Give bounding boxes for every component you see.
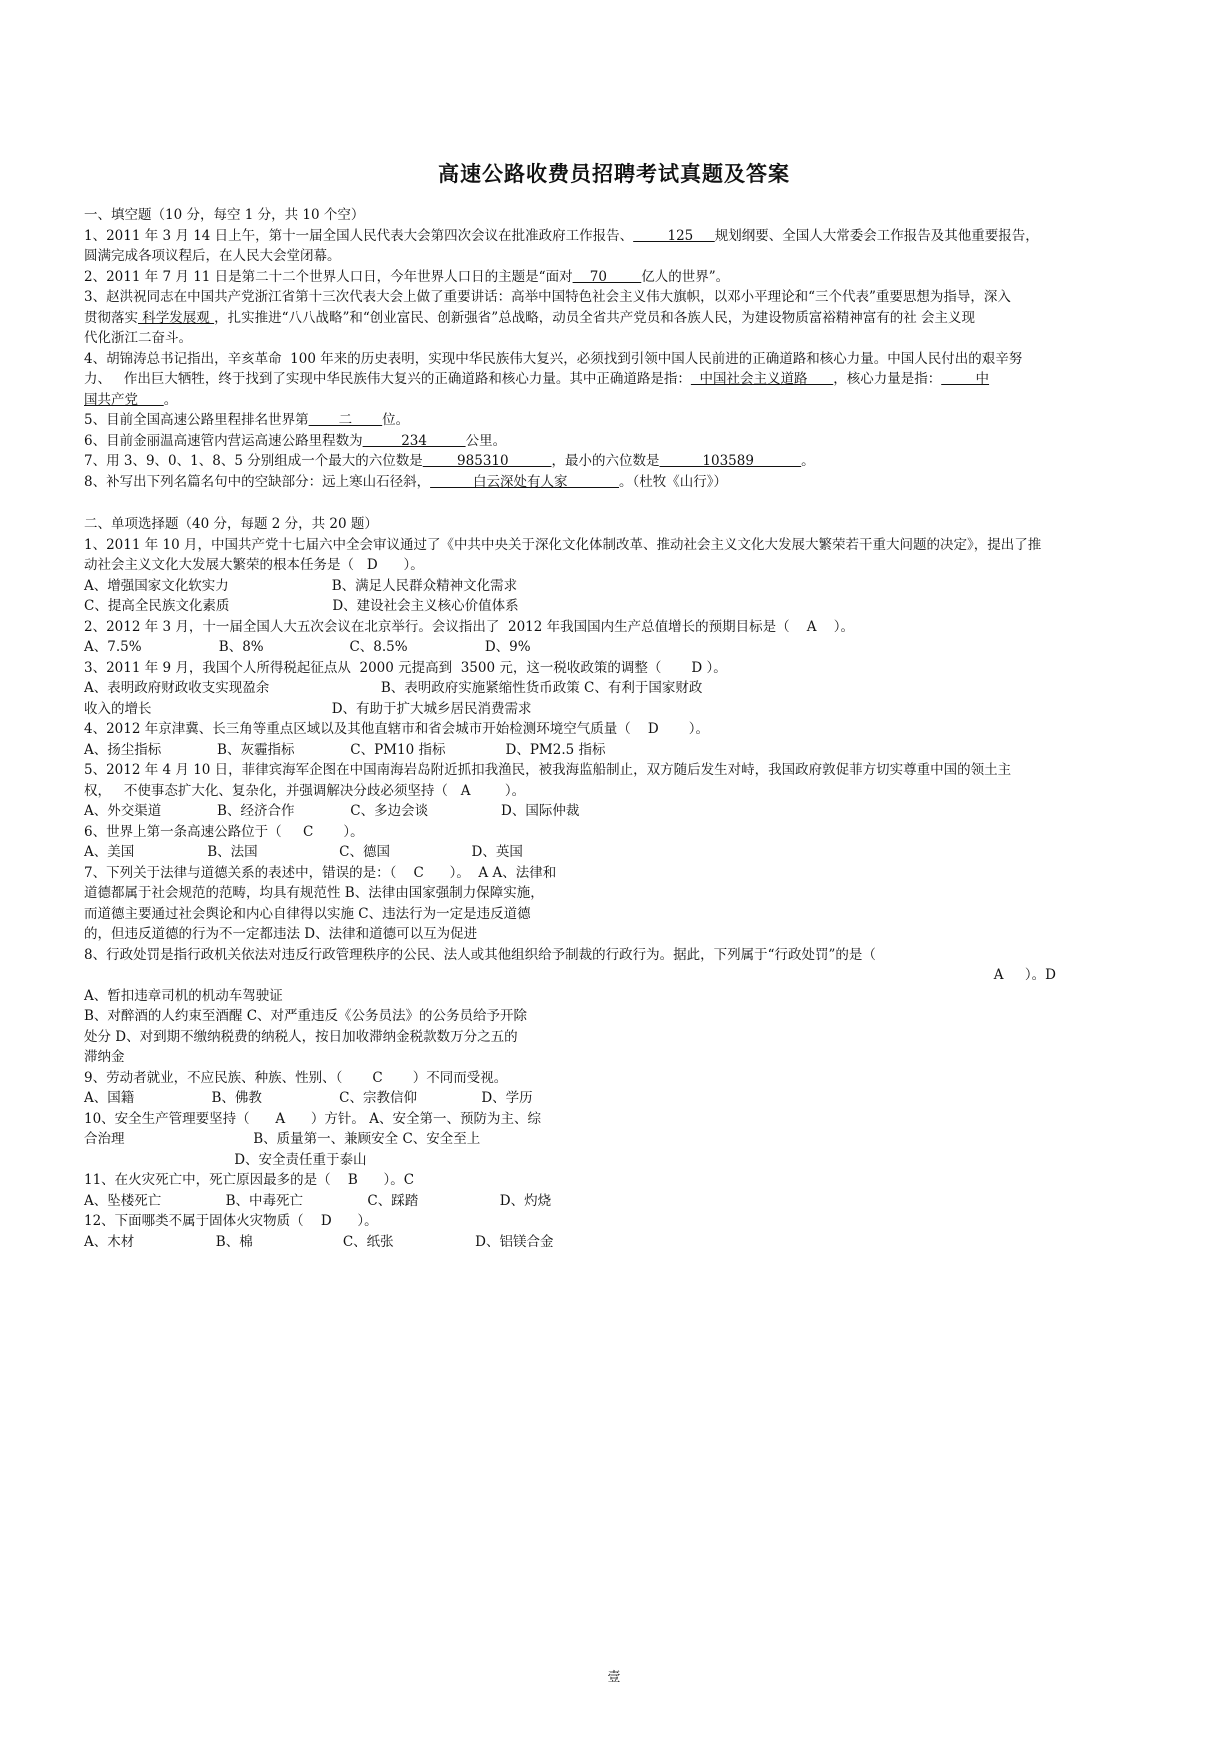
choice-question-line: A、坠楼死亡 B、中毒死亡 C、踩踏 D、灼烧 [84, 1192, 552, 1209]
fill-question-8: 8、补写出下列名篇名句中的空缺部分：远上寒山石径斜， 白云深处有人家 。（杜牧《山行》） [84, 473, 728, 490]
fill-question-3-end: 代化浙江二奋斗。 [84, 330, 192, 346]
choice-questions [84, 535, 1152, 1253]
choice-question-line: 7、下列关于法律与道德关系的表述中，错误的是：（ C ）。 A A、法律和 [84, 864, 557, 881]
choice-question-line: 4、2012 年京津冀、长三角等重点区域以及其他直辖市和省会城市开始检测环境空气质量（ D ）。 [84, 721, 710, 737]
page-number: 壹 [607, 1670, 621, 1685]
choice-question-line: A、增强国家文化软实力 B、满足人民群众精神文化需求 [84, 577, 518, 594]
choice-question-line: 1、2011 年 10 月，中国共产党十七届六中全会审议通过了《中共中央关于深化文化体制改革、推动社会主义文化大发展大繁荣若干重大问题的决定》，提出了推 [84, 536, 1042, 553]
fill-question-1-cont: 圆满完成各项议程后，在人民大会堂闭幕。 [84, 248, 341, 264]
choice-question-line: 8、行政处罚是指行政机关依法对违反行政管理秩序的公民、法人或其他组织给予制裁的行政行为。据此，下列属于“行政处罚”的是（ [84, 946, 876, 963]
fill-question-5: 5、目前全国高速公路里程排名世界第 二 位。 [84, 412, 410, 428]
answer-blank: 125 [633, 227, 715, 244]
choice-question-line: 收入的增长 D、有助于扩大城乡居民消费需求 [84, 700, 532, 717]
choice-question-line: 10、安全生产管理要坚持（ A ）方针。 A、安全第一、预防为主、综 [84, 1110, 541, 1127]
answer-blank: 70 [572, 268, 642, 285]
choice-question-line: 权， 不使事态扩大化、复杂化，并强调解决分歧必须坚持（ A ）。 [84, 782, 526, 799]
document-title: 高速公路收费员招聘考试真题及答案 [438, 161, 790, 186]
choice-question-line: 12、下面哪类不属于固体火灾物质（ D ）。 [84, 1213, 378, 1229]
answer-blank: 国共产党 [84, 391, 138, 408]
fill-question-3: 3、赵洪祝同志在中国共产党浙江省第十三次代表大会上做了重要讲话：高举中国特色社会主义伟大旗帜，以邓小平理论和“三个代表”重要思想为指导，深入 [84, 289, 1011, 305]
document-body [84, 205, 1152, 1252]
choice-question-line: A、外交渠道 B、经济合作 C、多边会谈 D、国际仲裁 [84, 803, 580, 819]
choice-question-line: 处分 D、对到期不缴纳税费的纳税人，按日加收滞纳金税款数万分之五的 [84, 1028, 518, 1045]
fill-question-3-cont: 贯彻落实 科学发展观 ，扎实推进“八八战略”和“创业富民、创新强省”总战略，动员全省共产党员和各族人民，为建设物质富裕精神富有的社 会主义现 [84, 309, 975, 326]
answer-blank: 白云深处有人家 [430, 473, 620, 490]
choice-question-line: 道德都属于社会规范的范畴，均具有规范性 B、法律由国家强制力保障实施， [84, 885, 544, 901]
fill-question-2: 2、2011 年 7 月 11 日是第二十二个世界人口日，今年世界人口日的主题是“面对 70 亿人的世界”。 [84, 268, 730, 285]
choice-question-line: 的，但违反道德的行为不一定都违法 D、法律和道德可以互为促进 [84, 926, 478, 942]
choice-question-line: A、7.5% B、8% C、8.5% D、9% [84, 639, 531, 655]
fill-question-4-cont: 力、 作出巨大牺牲，终于找到了实现中华民族伟大复兴的正确道路和核心力量。其中正确道路是指： 中国社会主义道路 ，核心力量是指： 中 [84, 371, 990, 387]
fill-question-4-end: 国共产党 。 [84, 391, 178, 408]
fill-question-6: 6、目前金丽温高速管内营运高速公路里程数为 234 公里。 [84, 432, 507, 449]
section2-heading: 二、单项选择题（40 分，每题 2 分，共 20 题） [84, 516, 378, 532]
choice-question-line: 滞纳金 [84, 1049, 125, 1065]
choice-question-line: A、表明政府财政收支实现盈余 B、表明政府实施紧缩性货币政策 C、有利于国家财政 [84, 680, 703, 696]
answer-blank: 二 [308, 412, 383, 428]
answer-blank: 中国社会主义道路 [690, 371, 834, 387]
answer-blank: 985310 [422, 453, 552, 469]
answer-blank: 103589 [659, 453, 802, 469]
choice-question-line: A、国籍 B、佛教 C、宗教信仰 D、学历 [84, 1090, 533, 1106]
choice-question-line: 3、2011 年 9 月，我国个人所得税起征点从 2000 元提高到 3500 元，这一税收政策的调整（ D ）。 [84, 659, 727, 676]
choice-question-line: A、暂扣违章司机的机动车驾驶证 [84, 987, 283, 1004]
choice-question-line: 动社会主义文化大发展大繁荣的根本任务是（ D ）。 [84, 557, 424, 573]
choice-question-line: 5、2012 年 4 月 10 日，菲律宾海军企图在中国南海岩岛附近抓扣我渔民，被我海监船制止，双方随后发生对峙，我国政府敦促菲方切实尊重中国的领土主 [84, 762, 1012, 778]
answer-blank: 中 [941, 371, 990, 387]
choice-question-line: 11、在火灾死亡中，死亡原因最多的是（ B ）。C [84, 1172, 415, 1188]
choice-question-line: A ）。D [993, 967, 1056, 983]
section-gap [84, 492, 1152, 514]
choice-question-line: 6、世界上第一条高速公路位于（ C ）。 [84, 823, 364, 840]
section1-heading: 一、填空题（10 分，每空 1 分，共 10 个空） [84, 207, 365, 223]
fill-question-1: 1、2011 年 3 月 14 日上午，第十一届全国人民代表大会第四次会议在批准政府工作报告、 125 规划纲要、全国人大常委会工作报告及其他重要报告， [84, 227, 1039, 244]
choice-question-line: A、扬尘指标 B、灰霾指标 C、PM10 指标 D、PM2.5 指标 [84, 741, 606, 758]
fill-question-4: 4、胡锦涛总书记指出，辛亥革命 100 年来的历史表明，实现中华民族伟大复兴，必须找到引领中国人民前进的正确道路和核心力量。中国人民付出的艰辛努 [84, 350, 1023, 367]
choice-question-line: A、木材 B、棉 C、纸张 D、铝镁合金 [84, 1233, 554, 1250]
fill-question-7: 7、用 3、9、0、1、8、5 分别组成一个最大的六位数是 985310 ，最小的六位数是 103589 。 [84, 453, 815, 469]
answer-blank: 科学发展观 [138, 309, 215, 326]
choice-question-line: B、对醉酒的人约束至酒醒 C、对严重违反《公务员法》的公务员给予开除 [84, 1008, 528, 1024]
choice-question-line: A、美国 B、法国 C、德国 D、英国 [84, 844, 523, 860]
choice-question-line: 合治理 B、质量第一、兼顾安全 C、安全至上 [84, 1131, 481, 1147]
choice-question-line: 而道德主要通过社会舆论和内心自律得以实施 C、违法行为一定是违反道德 [84, 905, 531, 922]
choice-question-line: C、提高全民族文化素质 D、建设社会主义核心价值体系 [84, 598, 519, 614]
choice-question-line: 2、2012 年 3 月，十一届全国人大五次会议在北京举行。会议指出了 2012 年我国国内生产总值增长的预期目标是（ A ）。 [84, 618, 854, 635]
choice-question-line: 9、劳动者就业，不应民族、种族、性别、（ C ）不同而受视。 [84, 1069, 508, 1086]
choice-question-line: D、安全责任重于泰山 [84, 1151, 367, 1168]
answer-blank: 234 [362, 432, 466, 449]
